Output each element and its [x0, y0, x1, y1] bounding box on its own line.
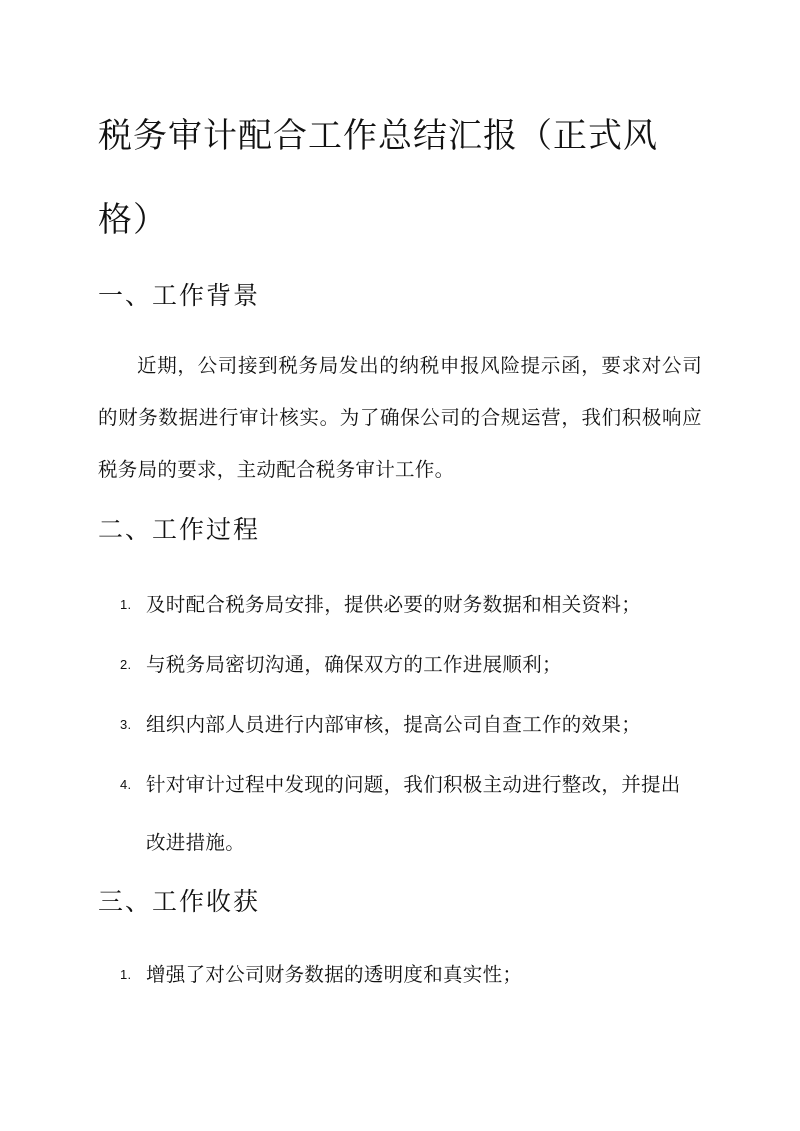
list-item — [120, 576, 700, 634]
list-item — [120, 756, 700, 872]
section-heading-background: 一、工作背景 — [98, 281, 261, 310]
list-text: 增强了对公司财务数据的透明度和真实性； — [146, 963, 523, 986]
list-item — [120, 696, 700, 754]
section-heading-gains: 三、工作收获 — [98, 887, 261, 916]
background-paragraph: 近期，公司接到税务局发出的纳税申报风险提示函，要求对公司的财务数据进行审计核实。为了确保公司的合规运营，我们积极响应税务局的要求，主动配合税务审计工作。 — [98, 354, 702, 481]
document-title: 税务审计配合工作总结汇报（正式风格） — [98, 116, 658, 240]
list-item — [120, 946, 700, 1004]
list-text: 与税务局密切沟通，确保双方的工作进展顺利； — [146, 653, 562, 676]
list-text: 及时配合税务局安排，提供必要的财务数据和相关资料； — [146, 593, 642, 616]
list-text: 组织内部人员进行内部审核，提高公司自查工作的效果； — [146, 713, 642, 736]
list-item — [120, 636, 700, 694]
list-number: 1. — [120, 967, 132, 982]
section-heading-process: 二、工作过程 — [98, 515, 261, 544]
list-number: 4. — [120, 777, 132, 792]
list-text: 针对审计过程中发现的问题，我们积极主动进行整改，并提出改进措施。 — [146, 773, 681, 854]
list-number: 1. — [120, 597, 132, 612]
list-number: 2. — [120, 657, 132, 672]
list-number: 3. — [120, 717, 132, 732]
